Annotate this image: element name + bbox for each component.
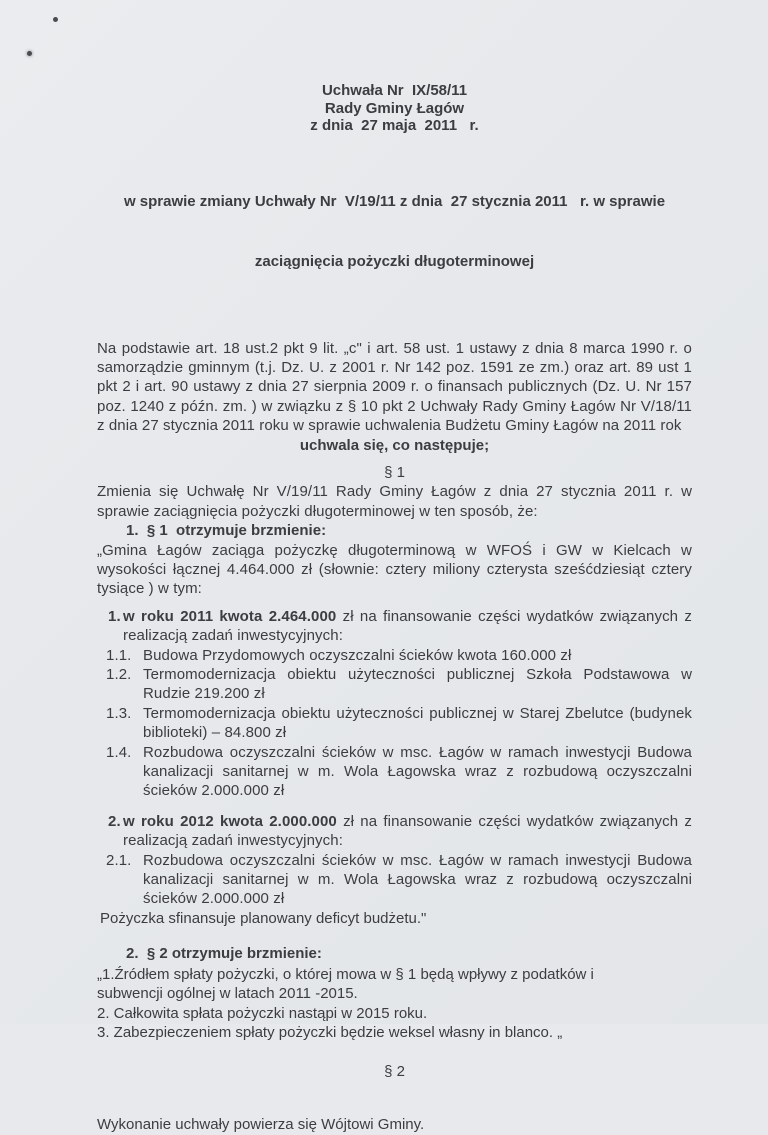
section-1-mark: § 1: [384, 463, 405, 481]
enacting-formula: uchwala się, co następuje;: [299, 436, 490, 454]
loan-list-2011: [97, 607, 692, 801]
point-2-line: 3. Zabezpieczeniem spłaty pożyczki będzie weksel własny in blanco. „: [97, 1024, 563, 1042]
point-2-line: „1.Źródłem spłaty pożyczki, o której mowa w § 1 będą wpływy z podatków i: [97, 965, 594, 983]
list-item-number: 1.: [108, 607, 121, 625]
point-2-heading: 2. § 2 otrzymuje brzmienie:: [126, 945, 322, 963]
section-2-mark: § 2: [384, 1063, 405, 1081]
list-item-text: w roku 2011 kwota 2.464.000 zł na finansowanie części wydatków związanych z realizacją zadań inwestycyjnych:: [123, 607, 692, 645]
list-item-text: Rozbudowa oczyszczalni ścieków w msc. Łagów w ramach inwestycji Budowa kanalizacji sanitarnej w m. Wola Łagowska wraz z rozbudową oczyszczalni ścieków 2.000.000 zł: [143, 743, 692, 800]
list-item-number: 2.1.: [106, 851, 132, 869]
scan-speck: [27, 51, 32, 56]
list-item: [97, 851, 692, 909]
list-item: [97, 607, 692, 646]
list-item-text: Termomodernizacja obiektu użyteczności publicznej w Starej Zbelutce (budynek biblioteki) – 84.800 zł: [143, 704, 692, 742]
list-item: [97, 665, 692, 704]
list-item-number: 1.3.: [106, 704, 132, 722]
document-header: [97, 82, 692, 312]
resolution-date: z dnia 27 maja 2011 r.: [310, 117, 479, 134]
section-1-intro: Zmienia się Uchwałę Nr V/19/11 Rady Gminy Łagów z dnia 27 stycznia 2011 r. w sprawie zaciągnięcia pożyczki długoterminowej w ten sposób, że:: [97, 483, 692, 520]
list-item-text: w roku 2012 kwota 2.000.000 zł na finansowanie części wydatków związanych z realizacją zadań inwestycyjnych:: [123, 812, 692, 850]
issuing-body: Rady Gminy Łagów: [324, 99, 465, 117]
resolution-number: Uchwała Nr IX/58/11: [321, 82, 468, 99]
loan-list-2012: [97, 812, 692, 909]
list-item-text: Termomodernizacja obiektu użyteczności publicznej Szkoła Podstawowa w Rudzie 219.200 zł: [143, 666, 692, 703]
legal-basis-paragraph: Na podstawie art. 18 ust.2 pkt 9 lit. „c" i art. 58 ust. 1 ustawy z dnia 8 marca 1990 r. o samorządzie gminnym (t.j. Dz. U. z 2001 r. Nr 142 poz. 1591 ze zm.) oraz art. 89 ust 1 pkt 2 i art. 90 ustawy z dnia 27 sierpnia 2009 r. o finansach publicznych (Dz. U. Nr 157 poz. 1240 z późn. zm. ) w związku z § 10 pkt 2 Uchwały Rady Gminy Łagów Nr V/18/11 z dnia 27 stycznia 2011 roku w sprawie uchwalenia Budżetu Gminy Łagów na 2011 rok: [97, 339, 692, 435]
point-1-quote: „Gmina Łagów zaciąga pożyczkę długoterminową w WFOŚ i GW w Kielcach w wysokości łącznej 4.464.000 zł (słownie: cztery miliony czterysta sześćdziesiąt cztery tysiące ) w tym:: [97, 541, 692, 598]
resolution-subject: [97, 152, 692, 312]
list-item-number: 2.: [108, 812, 121, 830]
subject-line-2: zaciągnięcia pożyczki długoterminowej: [254, 252, 535, 270]
list-item-number: 1.4.: [106, 743, 132, 761]
list-item-text: Budowa Przydomowych oczyszczalni ścieków kwota 160.000 zł: [143, 646, 572, 664]
list-item-text: Rozbudowa oczyszczalni ścieków w msc. Łagów w ramach inwestycji Budowa kanalizacji sanitarnej w m. Wola Łagowska wraz z rozbudową oczyszczalni ścieków 2.000.000 zł: [143, 851, 692, 908]
point-2-line: subwencji ogólnej w latach 2011 -2015.: [97, 985, 358, 1003]
subject-line-1: w sprawie zmiany Uchwały Nr V/19/11 z dnia 27 stycznia 2011 r. w sprawie: [123, 192, 666, 210]
list-item-number: 1.1.: [106, 646, 132, 664]
list-item: [97, 704, 692, 743]
execution-clause: Wykonanie uchwały powierza się Wójtowi Gminy.: [97, 1116, 425, 1134]
point-2-line: 2. Całkowita spłata pożyczki nastąpi w 2015 roku.: [97, 1004, 428, 1022]
list-item: [97, 646, 692, 665]
deficit-note: Pożyczka sfinansuje planowany deficyt budżetu.": [100, 909, 427, 927]
list-item: [97, 812, 692, 851]
scan-speck: [53, 17, 58, 22]
list-item: [97, 743, 692, 801]
list-item-number: 1.2.: [106, 666, 132, 683]
point-2-body: [97, 965, 692, 1043]
point-1-heading: 1. § 1 otrzymuje brzmienie:: [126, 522, 327, 540]
